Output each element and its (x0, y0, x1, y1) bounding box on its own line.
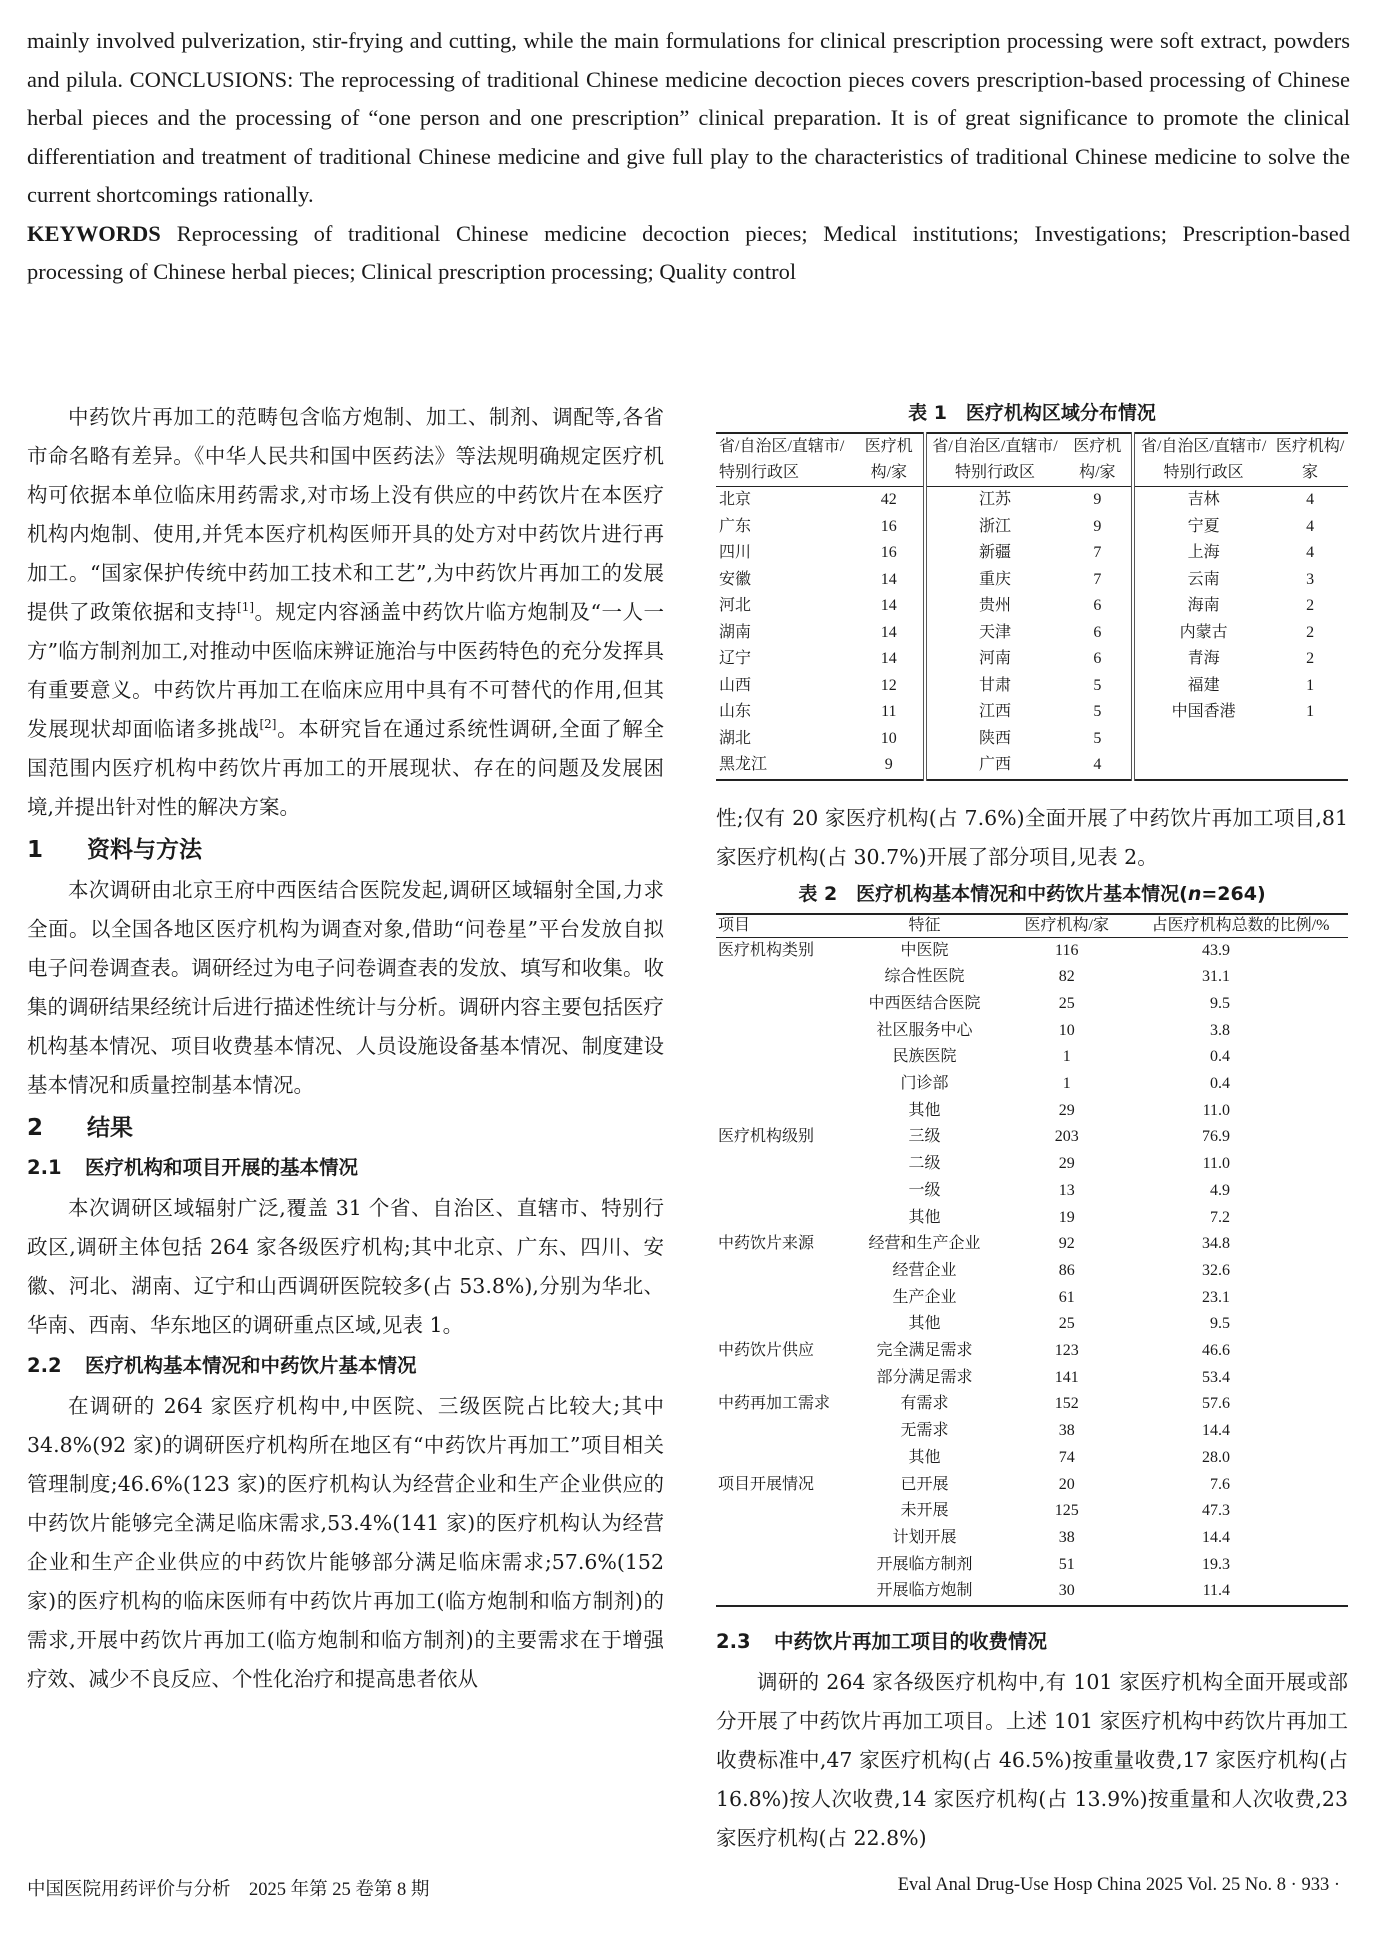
table-2-row (716, 1445, 1348, 1472)
t2-feature-cell: 其他 (908, 1315, 941, 1333)
t2-feature-cell: 中西医结合医院 (868, 994, 981, 1012)
t2-item-cell (716, 1258, 849, 1285)
t2-percent-cell: 31.1 (1202, 968, 1230, 986)
t2-feature-cell: 二级 (908, 1155, 941, 1173)
section-2-3-paragraph: 调研的 264 家各级医疗机构中,有 101 家医疗机构全面开展或部分开展了中药饮片再加工项目。上述 101 家医疗机构中药饮片再加工收费标准中,47 家医疗机构(占 46.5%)按重量收费,17 家医疗机构(占 16.8%)按人次收费,14 家医疗机构(占 13.9%)按重量和人次收费,23 家医疗机构(占 22.8%) (716, 1670, 1348, 1851)
t1-count-cell: 3 (1306, 570, 1315, 588)
t2-percent-cell: 11.0 (1202, 1155, 1230, 1173)
t2-item-cell (716, 1418, 849, 1445)
t1-count-cell: 4 (1093, 756, 1102, 773)
table-2-row (716, 1418, 1348, 1445)
t2-item-cell (716, 1578, 849, 1606)
t2-item-cell (716, 991, 849, 1018)
section-2-heading (27, 1111, 664, 1145)
t2-item-cell (716, 1365, 849, 1392)
table-2-row (716, 1018, 1348, 1045)
table-2 (716, 913, 1348, 1608)
t2-percent-cell: 19.3 (1202, 1555, 1230, 1573)
keywords-label: KEYWORDS (27, 220, 161, 246)
t1-region-cell: 安徽 (719, 570, 752, 588)
t2-item-cell (716, 1285, 849, 1312)
t2-count-cell: 61 (1058, 1288, 1075, 1306)
intro-text-b: 。规定内容涵盖中药饮片临方炮制及“一人一方”临方制剂加工,对推动中医临床辨证施治与中医药特色的充分发挥具有重要意义。中药饮片再加工在临床应用中具有不可替代的作用,但其发展现状却面临诸多挑战 (27, 600, 665, 741)
t1-region-cell: 辽宁 (719, 650, 752, 667)
t2-item-cell: 中药再加工需求 (718, 1395, 831, 1413)
t1-region-cell: 广西 (925, 752, 1064, 780)
t2-item-cell (716, 1498, 849, 1525)
t2-item-cell: 医疗机构类别 (718, 941, 815, 959)
t1-count-cell: 2 (1306, 650, 1315, 667)
english-abstract (27, 22, 1350, 292)
t2-percent-cell: 43.9 (1202, 941, 1230, 959)
t2-feature-cell: 其他 (908, 1448, 941, 1466)
t2-item-cell (716, 1552, 849, 1579)
t2-count-cell: 92 (1058, 1235, 1075, 1253)
t2-count-cell: 51 (1058, 1555, 1075, 1573)
citation-1[interactable]: [1] (237, 600, 255, 615)
section-2-1-title: 医疗机构和项目开展的基本情况 (85, 1156, 359, 1179)
t1-region-cell: 内蒙古 (1133, 620, 1272, 647)
t1-region-cell: 陕西 (925, 726, 1064, 753)
table-2-row (716, 1098, 1348, 1125)
table-2-row (716, 1285, 1348, 1312)
t1-region-cell: 山东 (719, 703, 752, 720)
t2-percent-cell: 4.9 (1210, 1181, 1230, 1199)
table-2-row (716, 937, 1348, 964)
t2-count-cell: 25 (1058, 1315, 1075, 1333)
section-2-3-number: 2.3 (716, 1630, 751, 1654)
t1-region-cell: 山西 (719, 676, 752, 694)
t1-region-cell: 新疆 (925, 540, 1064, 567)
section-2-3-heading (716, 1623, 1348, 1661)
t2-count-cell: 10 (1058, 1021, 1075, 1039)
keywords-text: Reprocessing of traditional Chinese medicine decoction pieces; Medical institutions; Investigations; Prescription-based processing of Chinese herbal pieces; Clinical prescription processing; Quality control (27, 220, 1350, 284)
t2-feature-cell: 门诊部 (900, 1075, 949, 1093)
t2-feature-cell: 部分满足需求 (876, 1368, 973, 1386)
t2-count-cell: 152 (1054, 1395, 1079, 1413)
t2-item-cell: 中药饮片来源 (718, 1235, 815, 1253)
section-2-2-number: 2.2 (27, 1354, 62, 1377)
table-2-row (716, 1311, 1348, 1338)
t1-region-cell: 北京 (719, 491, 752, 508)
t1-header-count: 医疗机构/家 (1064, 433, 1134, 487)
t1-region-cell: 甘肃 (925, 673, 1064, 700)
t1-count-cell (1272, 726, 1348, 753)
t1-region-cell: 中国香港 (1133, 699, 1272, 726)
table-1-row (716, 620, 1348, 647)
t2-feature-cell: 计划开展 (892, 1528, 957, 1546)
t2-count-cell: 86 (1058, 1261, 1075, 1279)
t1-header-region: 省/自治区/直辖市/特别行政区 (925, 433, 1064, 487)
table-1-row (716, 593, 1348, 620)
table-2-row (716, 1178, 1348, 1205)
table-2-row (716, 1365, 1348, 1392)
t2-percent-cell: 57.6 (1202, 1395, 1230, 1413)
t2-item-cell (716, 1098, 849, 1125)
footer-journal-en: Eval Anal Drug-Use Hosp China 2025 Vol. 25 No. 8 · 933 · (897, 1875, 1340, 1895)
t1-region-cell: 吉林 (1133, 487, 1272, 514)
t2-feature-cell: 经营和生产企业 (868, 1235, 981, 1253)
section-1-heading (27, 833, 664, 867)
t2-percent-cell: 9.5 (1210, 1315, 1230, 1333)
t1-count-cell: 6 (1093, 650, 1102, 667)
t2-feature-cell: 开展临方制剂 (876, 1555, 973, 1573)
t1-count-cell: 11 (881, 703, 897, 720)
t2-percent-cell: 34.8 (1202, 1235, 1230, 1253)
t2-item-cell (716, 1151, 849, 1178)
t1-count-cell: 9 (884, 756, 893, 773)
t2-feature-cell: 社区服务中心 (876, 1021, 973, 1039)
t1-count-cell: 6 (1093, 597, 1102, 614)
section-2-3-title: 中药饮片再加工项目的收费情况 (774, 1630, 1048, 1654)
t2-percent-cell: 7.2 (1210, 1208, 1230, 1226)
t1-count-cell: 10 (880, 729, 897, 747)
table-2-row (716, 1205, 1348, 1232)
t2-count-cell: 74 (1058, 1448, 1075, 1466)
t2-item-cell: 中药饮片供应 (718, 1342, 815, 1360)
t2-item-cell (716, 1311, 849, 1338)
section-1-number: 1 (27, 837, 44, 863)
t2-feature-cell: 完全满足需求 (876, 1342, 973, 1360)
t1-region-cell: 湖南 (719, 623, 752, 641)
t2-count-cell: 38 (1058, 1422, 1075, 1440)
t2-feature-cell: 开展临方炮制 (876, 1582, 973, 1600)
t2-percent-cell: 0.4 (1210, 1048, 1230, 1066)
t2-count-cell: 38 (1058, 1528, 1075, 1546)
t2-percent-cell: 9.5 (1210, 994, 1230, 1012)
t1-count-cell: 42 (880, 491, 897, 508)
t2-item-cell (716, 1018, 849, 1045)
t2-feature-cell: 已开展 (900, 1475, 949, 1493)
t2-feature-cell: 其他 (908, 1101, 941, 1119)
table-2-row (716, 964, 1348, 991)
t1-region-cell: 四川 (719, 544, 752, 561)
t1-region-cell: 青海 (1133, 646, 1272, 673)
section-2-title: 结果 (87, 1115, 133, 1141)
t2-count-cell: 29 (1058, 1101, 1075, 1119)
abstract-text: mainly involved pulverization, stir-frying and cutting, while the main formulations for clinical prescription processing were soft extract, powders and pilula. CONCLUSIONS: The reprocessing of traditional Chinese medicine decoction pieces covers prescription-based processing of Chinese herbal pieces and the processing of “one person and one prescription” clinical preparation. It is of great significance to promote the clinical differentiation and treatment of traditional Chinese medicine and give full play to the characteristics of traditional Chinese medicine to solve the current shortcomings rationally. (27, 28, 1350, 207)
t1-region-cell: 黑龙江 (719, 756, 768, 773)
t2-percent-cell: 76.9 (1202, 1128, 1230, 1146)
t1-count-cell: 14 (880, 650, 897, 667)
t2-feature-cell: 民族医院 (892, 1048, 957, 1066)
t2-count-cell: 123 (1054, 1342, 1079, 1360)
t1-region-cell: 上海 (1133, 540, 1272, 567)
intro-paragraph (27, 398, 664, 827)
t2-percent-cell: 32.6 (1202, 1261, 1230, 1279)
footer-journal-cn: 中国医院用药评价与分析 2025 年第 25 卷第 8 期 (27, 1880, 430, 1900)
t2-count-cell: 203 (1054, 1128, 1079, 1146)
intro-text-a: 中药饮片再加工的范畴包含临方炮制、加工、制剂、调配等,各省市命名略有差异。《中华人民共和国中医药法》等法规明确规定医疗机构可依据本单位临床用药需求,对市场上没有供应的中药饮片在本医疗机构内炮制、使用,并凭本医疗机构医师开具的处方对中药饮片进行再加工。“国家保护传统中药加工技术和工艺”,为中药饮片再加工的发展提供了政策依据和支持 (27, 405, 664, 624)
table-2-row (716, 1472, 1348, 1499)
t1-region-cell: 广东 (719, 517, 752, 535)
table-2-row (716, 1044, 1348, 1071)
section-2-1-heading (27, 1149, 664, 1187)
t1-header-region: 省/自治区/直辖市/特别行政区 (716, 433, 855, 487)
t1-region-cell: 重庆 (925, 567, 1064, 594)
t2-feature-cell: 中医院 (900, 941, 949, 959)
t1-region-cell: 河南 (925, 646, 1064, 673)
table-1-row (716, 752, 1348, 780)
t1-count-cell: 4 (1306, 517, 1315, 535)
t1-count-cell: 5 (1093, 703, 1102, 720)
section-1-paragraph: 本次调研由北京王府中西医结合医院发起,调研区域辐射全国,力求全面。以全国各地区医疗机构为调查对象,借助“问卷星”平台发放自拟电子问卷调查表。调研经过为电子问卷调查表的发放、填写和收集。收集的调研结果经统计后进行描述性统计与分析。调研内容主要包括医疗机构基本情况、项目收费基本情况、人员设施设备基本情况、制度建设基本情况和质量控制基本情况。 (27, 878, 664, 1097)
section-2-number: 2 (27, 1115, 44, 1141)
t1-header-count: 医疗机构/家 (1272, 433, 1348, 487)
t1-count-cell (1272, 752, 1348, 780)
t2-feature-cell: 一级 (908, 1181, 941, 1199)
table-2-row (716, 1525, 1348, 1552)
table-2-header (716, 914, 1348, 938)
t1-region-cell: 天津 (925, 620, 1064, 647)
t2-percent-cell: 23.1 (1202, 1288, 1230, 1306)
left-column (27, 398, 664, 1699)
t1-region-cell (1133, 726, 1272, 753)
t2-feature-cell: 三级 (908, 1128, 941, 1146)
table-2-row (716, 1124, 1348, 1151)
t1-count-cell: 6 (1093, 623, 1102, 641)
t1-count-cell: 1 (1306, 703, 1315, 720)
t1-count-cell: 4 (1306, 544, 1315, 561)
t2-item-cell (716, 1205, 849, 1232)
section-2-1-number: 2.1 (27, 1156, 62, 1179)
t1-region-cell: 河北 (719, 597, 752, 614)
t2-percent-cell: 14.4 (1202, 1528, 1230, 1546)
t1-count-cell: 7 (1093, 544, 1102, 561)
t2-feature-cell: 经营企业 (892, 1261, 957, 1279)
t2-count-cell: 13 (1058, 1181, 1075, 1199)
section-2-2-heading (27, 1347, 664, 1385)
table-1-row (716, 487, 1348, 514)
t2-count-cell: 30 (1058, 1582, 1075, 1600)
table-2-row (716, 1391, 1348, 1418)
keywords (27, 215, 1350, 292)
t1-count-cell: 14 (880, 597, 897, 614)
table-2-row (716, 1552, 1348, 1579)
t2-percent-cell: 11.4 (1202, 1582, 1230, 1600)
t1-region-cell: 湖北 (719, 729, 752, 747)
t1-count-cell: 14 (880, 570, 897, 588)
t1-region-cell: 福建 (1133, 673, 1272, 700)
t2-count-cell: 141 (1054, 1368, 1079, 1386)
table-1-row (716, 646, 1348, 673)
t2-feature-cell: 未开展 (900, 1502, 949, 1520)
t1-count-cell: 9 (1093, 491, 1102, 508)
table-1-row (716, 726, 1348, 753)
table-1-row (716, 514, 1348, 541)
t2-percent-cell: 28.0 (1202, 1448, 1230, 1466)
t2-count-cell: 19 (1058, 1208, 1075, 1226)
t2-item-cell: 项目开展情况 (718, 1475, 815, 1493)
t2-item-cell (716, 1071, 849, 1098)
t1-region-cell (1133, 752, 1272, 780)
paragraph-after-table-1: 性;仅有 20 家医疗机构(占 7.6%)全面开展了中药饮片再加工项目,81 家医疗机构(占 30.7%)开展了部分项目,见表 2。 (716, 805, 1348, 869)
table-1-row (716, 540, 1348, 567)
section-2-1-paragraph: 本次调研区域辐射广泛,覆盖 31 个省、自治区、直辖市、特别行政区,调研主体包括 264 家各级医疗机构;其中北京、广东、四川、安徽、河北、湖南、辽宁和山西调研医院较多(占 53.8%),分别为华北、华南、西南、华东地区的调研重点区域,见表 1。 (27, 1196, 664, 1337)
table-2-row (716, 1151, 1348, 1178)
t2-caption-n: n (1187, 882, 1202, 905)
intro-text-c: 。本研究旨在通过系统性调研,全面了解全国范围内医疗机构中药饮片再加工的开展现状、存在的问题及发展困境,并提出针对性的解决方案。 (27, 717, 665, 819)
t2-percent-cell: 46.6 (1202, 1342, 1230, 1360)
section-2-2-paragraph: 在调研的 264 家医疗机构中,中医院、三级医院占比较大;其中 34.8%(92 家)的调研医疗机构所在地区有“中药饮片再加工”项目相关管理制度;46.6%(123 家)的医疗机构认为经营企业和生产企业供应的中药饮片能够完全满足临床需求,53.4%(141 家)的医疗机构认为经营企业和生产企业供应的中药饮片能够部分满足临床需求;57.6%(152 家)的医疗机构的临床医师有中药饮片再加工(临方炮制和临方制剂)的需求,开展中药饮片再加工(临方炮制和临方制剂)的主要需求在于增强疗效、减少不良反应、个性化治疗和提高患者依从 (27, 1394, 664, 1691)
section-2-2-title: 医疗机构基本情况和中药饮片基本情况 (85, 1354, 417, 1377)
t2-count-cell: 20 (1058, 1475, 1075, 1493)
t2-percent-cell: 11.0 (1202, 1101, 1230, 1119)
table-2-caption (716, 879, 1348, 909)
t2-header-count: 医疗机构/家 (1000, 914, 1133, 938)
t2-item-cell: 医疗机构级别 (718, 1128, 815, 1146)
t2-count-cell: 29 (1058, 1155, 1075, 1173)
t1-count-cell: 4 (1306, 491, 1315, 508)
table-1 (716, 432, 1348, 781)
t2-percent-cell: 14.4 (1202, 1422, 1230, 1440)
section-1-title: 资料与方法 (87, 837, 202, 863)
table-1-header (716, 433, 1348, 487)
t2-percent-cell: 53.4 (1202, 1368, 1230, 1386)
t1-count-cell: 5 (1093, 676, 1102, 694)
table-2-row (716, 1578, 1348, 1606)
t2-count-cell: 116 (1055, 941, 1079, 959)
t2-percent-cell: 47.3 (1202, 1502, 1230, 1520)
t2-item-cell (716, 1178, 849, 1205)
table-2-row (716, 1071, 1348, 1098)
table-1-row (716, 699, 1348, 726)
t1-region-cell: 浙江 (925, 514, 1064, 541)
t1-region-cell: 海南 (1133, 593, 1272, 620)
t2-item-cell (716, 964, 849, 991)
t2-percent-cell: 7.6 (1210, 1475, 1230, 1493)
t1-region-cell: 江西 (925, 699, 1064, 726)
t2-caption-prefix: 表 2 医疗机构基本情况和中药饮片基本情况( (798, 882, 1188, 905)
t2-header-percent: 占医疗机构总数的比例/% (1133, 914, 1348, 938)
t2-feature-cell: 其他 (908, 1208, 941, 1226)
t2-percent-cell: 0.4 (1210, 1075, 1230, 1093)
t2-item-cell (716, 1525, 849, 1552)
t2-item-cell (716, 1445, 849, 1472)
t2-percent-cell: 3.8 (1210, 1021, 1230, 1039)
t1-header-region: 省/自治区/直辖市/特别行政区 (1133, 433, 1272, 487)
table-2-row (716, 1231, 1348, 1258)
t2-count-cell: 82 (1058, 968, 1075, 986)
t1-count-cell: 2 (1306, 623, 1315, 641)
table-2-row (716, 1498, 1348, 1525)
t1-count-cell: 16 (880, 517, 897, 535)
t1-region-cell: 江苏 (925, 487, 1064, 514)
t1-count-cell: 1 (1306, 676, 1315, 694)
t1-count-cell: 14 (880, 623, 897, 641)
t1-region-cell: 宁夏 (1133, 514, 1272, 541)
table-1-caption: 表 1 医疗机构区域分布情况 (908, 402, 1156, 424)
table-1-row (716, 673, 1348, 700)
t2-header-item: 项目 (716, 914, 849, 938)
t2-header-feature: 特征 (849, 914, 1001, 938)
t1-count-cell: 9 (1093, 517, 1102, 535)
t1-header-count: 医疗机构/家 (855, 433, 925, 487)
t1-region-cell: 云南 (1133, 567, 1272, 594)
t1-count-cell: 5 (1093, 729, 1102, 747)
t2-feature-cell: 生产企业 (892, 1288, 957, 1306)
t1-count-cell: 12 (880, 676, 897, 694)
t1-count-cell: 7 (1093, 570, 1102, 588)
t2-item-cell (716, 1044, 849, 1071)
right-column (716, 398, 1348, 1858)
t1-count-cell: 2 (1306, 597, 1315, 614)
t1-count-cell: 16 (880, 544, 897, 561)
t2-feature-cell: 综合性医院 (884, 968, 965, 986)
t2-caption-suffix: =264) (1201, 882, 1266, 905)
t2-feature-cell: 无需求 (900, 1422, 949, 1440)
t2-count-cell: 1 (1062, 1075, 1071, 1093)
t1-region-cell: 贵州 (925, 593, 1064, 620)
t2-count-cell: 1 (1062, 1048, 1071, 1066)
t2-count-cell: 25 (1058, 994, 1075, 1012)
t2-feature-cell: 有需求 (900, 1395, 949, 1413)
citation-2[interactable]: [2] (259, 717, 277, 732)
table-1-row (716, 567, 1348, 594)
table-2-row (716, 1258, 1348, 1285)
table-2-row (716, 991, 1348, 1018)
table-2-row (716, 1338, 1348, 1365)
t2-count-cell: 125 (1054, 1502, 1079, 1520)
